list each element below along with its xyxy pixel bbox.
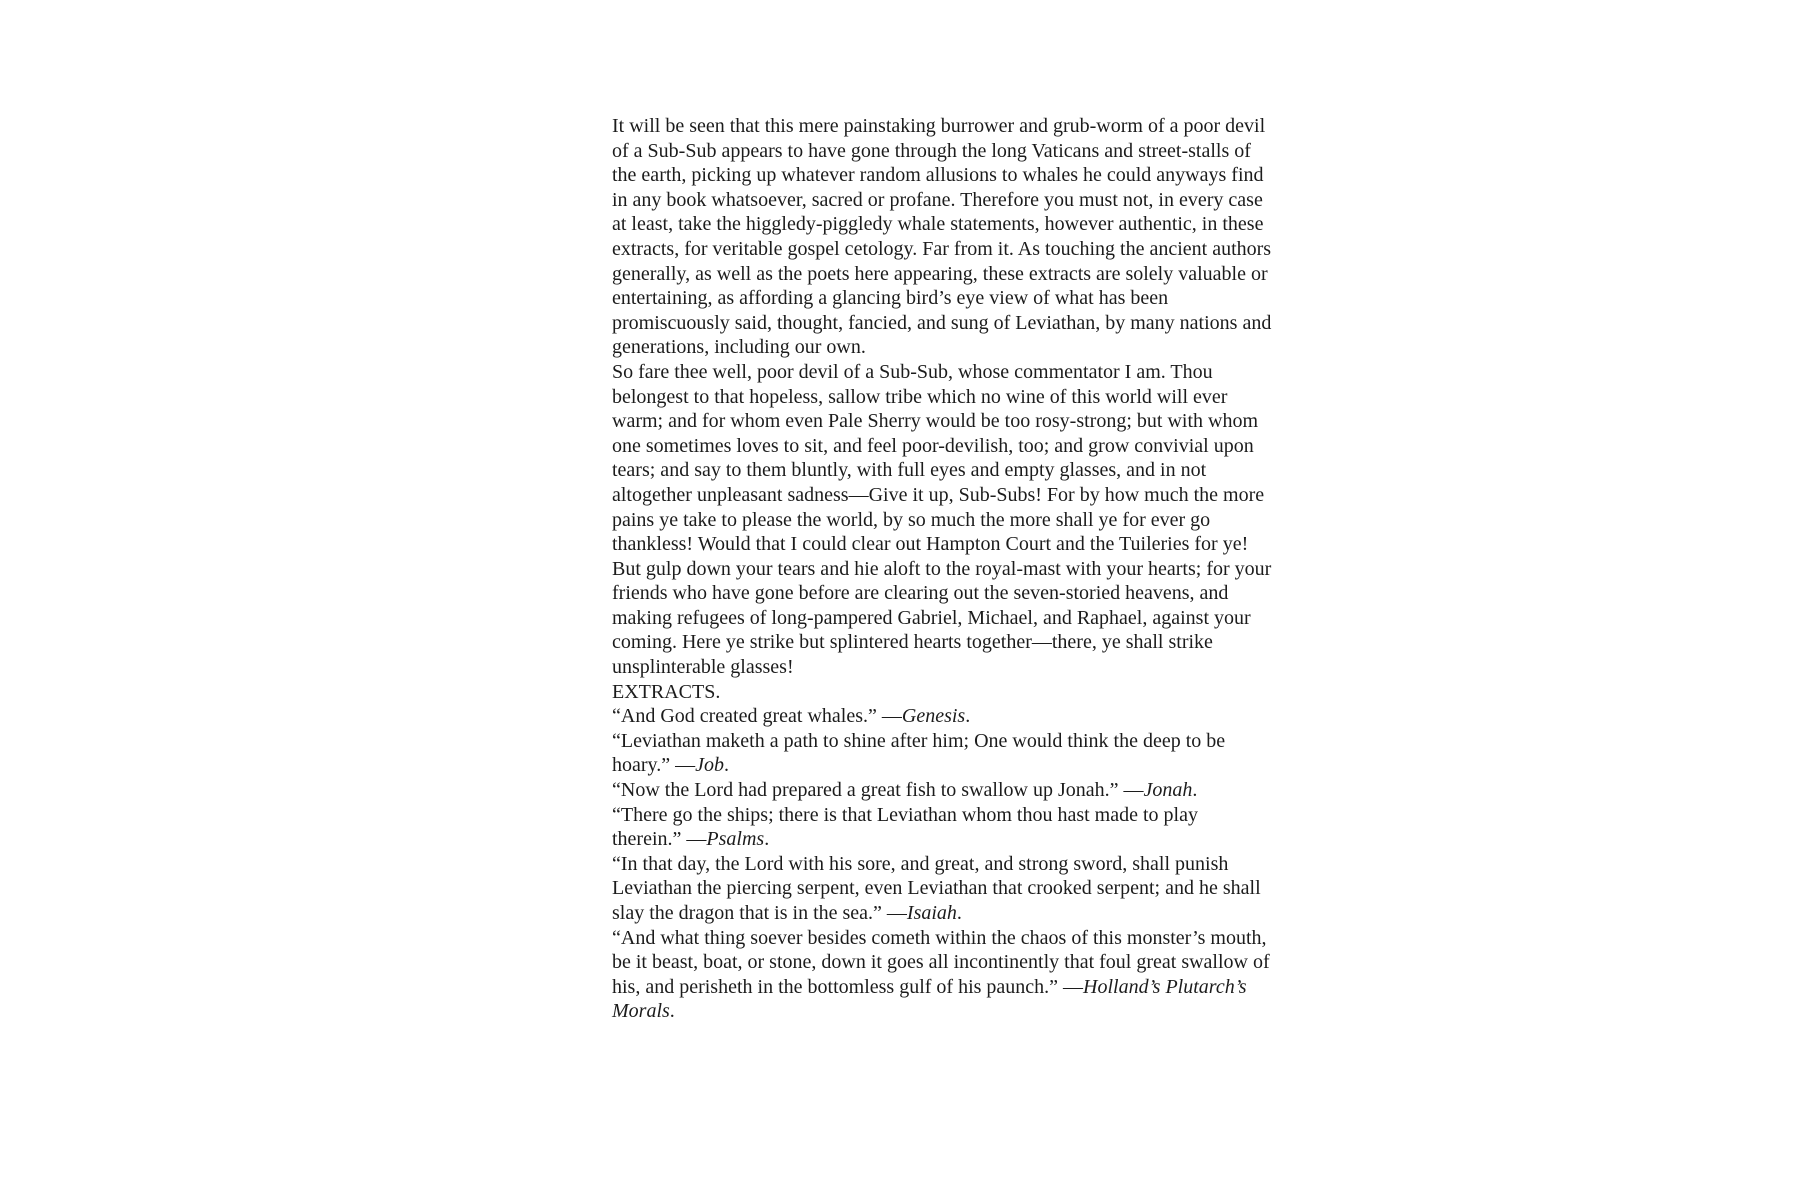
extract-quote: [612, 704, 1272, 729]
quote-end: .: [669, 1000, 675, 1023]
quote-end: .: [724, 754, 730, 777]
quote-text: “Now the Lord had prepared a great fish to swallow up Jonah.” —: [612, 779, 1144, 802]
extract-quote: [612, 729, 1272, 778]
quote-source: Job: [695, 754, 725, 777]
quote-text: “And what thing soever besides cometh within the chaos of this monster’s mouth, be it beast, boat, or stone, down it goes all incontinently that foul great swallow of his, and perisheth in the bottomless gulf of his paunch.” —: [612, 926, 1270, 998]
quote-text: “And God created great whales.” —: [612, 705, 902, 728]
quote-text: “Leviathan maketh a path to shine after him; One would think the deep to be hoary.” —: [612, 729, 1226, 777]
extract-quote: [612, 778, 1272, 803]
quote-source: Jonah: [1143, 779, 1193, 802]
document-page: [612, 114, 1272, 1024]
quote-text: “There go the ships; there is that Leviathan whom thou hast made to play therein.” —: [612, 803, 1198, 851]
quote-source: Genesis: [901, 705, 966, 728]
quote-source: Isaiah: [906, 902, 957, 924]
body-paragraph: It will be seen that this mere painstaking burrower and grub-worm of a poor devil of a Sub-Sub appears to have gone through the long Vaticans and street-stalls of the earth, picking up whatever random allusions to whales he could anyways find in any book whatsoever, sacred or profane. Therefore you must not, in every case at least, take the higgledy-piggledy whale statements, however authentic, in these extracts, for veritable gospel cetology. Far from it. As touching the ancient authors generally, as well as the poets here appearing, these extracts are solely valuable or entertaining, as affording a glancing bird’s eye view of what has been promiscuously said, thought, fancied, and sung of Leviathan, by many nations and generations, including our own.: [612, 115, 1272, 359]
quote-end: .: [965, 705, 971, 728]
extract-quote: [612, 803, 1272, 852]
body-paragraph: So fare thee well, poor devil of a Sub-Sub, whose commentator I am. Thou belongest to that hopeless, sallow tribe which no wine of this world will ever warm; and for whom even Pale Sherry would be too rosy-strong; but with whom one sometimes loves to sit, and feel poor-devilish, too; and grow convivial upon tears; and say to them bluntly, with full eyes and empty glasses, and in not altogether unpleasant sadness—Give it up, Sub-Subs! For by how much the more pains ye take to please the world, by so much the more shall ye for ever go thankless! Would that I could clear out Hampton Court and the Tuileries for ye! But gulp down your tears and hie aloft to the royal-mast with your hearts; for your friends who have gone before are clearing out the seven-storied heavens, and making refugees of long-pampered Gabriel, Michael, and Raphael, against your coming. Here ye strike but splintered hearts together—there, ye shall strike unsplinterable glasses!: [612, 360, 1272, 679]
extracts-heading: EXTRACTS.: [612, 680, 721, 703]
quote-source: Psalms: [706, 828, 765, 851]
quote-end: .: [1192, 779, 1198, 802]
quote-source: Holland’s Plutarch’s Morals: [612, 975, 1247, 1023]
quote-end: .: [956, 902, 962, 924]
quote-text: “In that day, the Lord with his sore, and great, and strong sword, shall punish Leviathan the piercing serpent, even Leviathan that crooked serpent; and he shall slay the dragon that is in the sea.” —: [612, 852, 1261, 924]
extract-quote: [612, 926, 1272, 1024]
extract-quote: [612, 852, 1272, 926]
quote-end: .: [764, 828, 770, 851]
